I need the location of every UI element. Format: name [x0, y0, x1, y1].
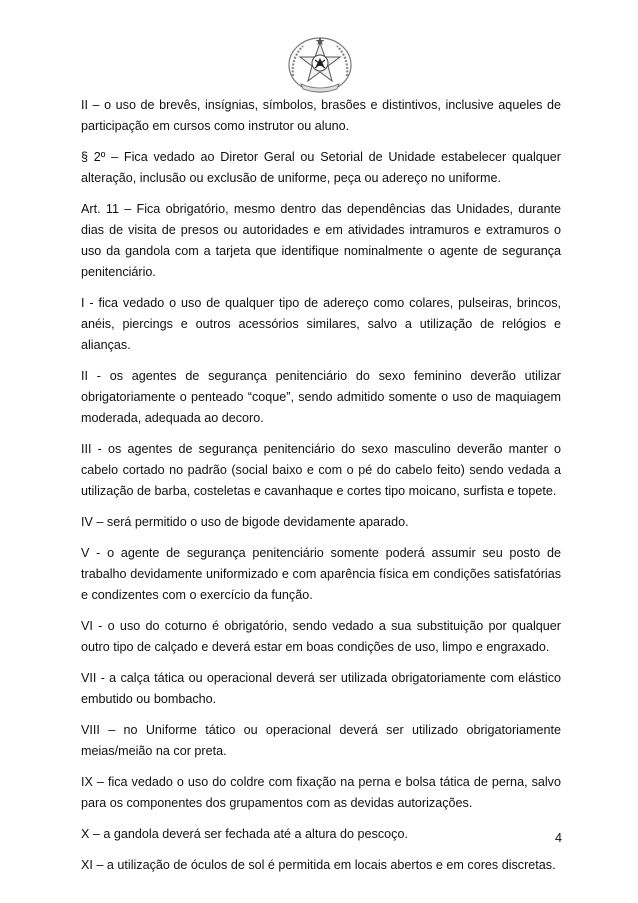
paragraph-item-i: I - fica vedado o uso de qualquer tipo de adereço como colares, pulseiras, brincos, anéis, piercings e outros acessórios similares, salvo a utilização de relógios e alianças. — [81, 296, 561, 352]
paragraph-item-ix: IX – fica vedado o uso do coldre com fixação na perna e bolsa tática de perna, salvo para os componentes dos grupamentos com as devidas autorizações. — [81, 775, 561, 810]
paragraph-art-11: Art. 11 – Fica obrigatório, mesmo dentro das dependências das Unidades, durante dias de visita de presos ou autoridades e em atividades intramuros e extramuros o uso da gandola com a tarjeta que identifique nominalmente o agente de segurança penitenciário. — [81, 202, 561, 279]
paragraph-item-ii-insignias: II – o uso de brevês, insígnias, símbolos, brasões e distintivos, inclusive aqueles de participação em cursos como instrutor ou aluno. — [81, 98, 561, 133]
paragraph-item-x: X – a gandola deverá ser fechada até a altura do pescoço. — [81, 827, 408, 841]
paragraph-item-iv: IV – será permitido o uso de bigode devidamente aparado. — [81, 515, 409, 529]
page-number: 4 — [554, 831, 562, 845]
paragraph-item-xi: XI – a utilização de óculos de sol é permitida em locais abertos e em cores discretas. — [81, 858, 556, 872]
paragraph-item-viii: VIII – no Uniforme tático ou operacional deverá ser utilizado obrigatoriamente meias/meião na cor preta. — [81, 723, 561, 758]
paragraph-item-ii: II - os agentes de segurança penitenciário do sexo feminino deverão utilizar obrigatoriamente o penteado “coque”, sendo admitido somente o uso de maquiagem moderada, adequada ao decoro. — [81, 369, 561, 425]
document-body — [81, 95, 561, 886]
paragraph-item-iii: III - os agentes de segurança penitenciário do sexo masculino deverão manter o cabelo cortado no padrão (social baixo e com o pé do cabelo feito) sendo vedada a utilização de barba, costeletas e cavanhaque e cortes tipo moicano, surfista e topete. — [81, 442, 561, 498]
paragraph-item-vi: VI - o uso do coturno é obrigatório, sendo vedado a sua substituição por qualquer outro tipo de calçado e deverá estar em boas condições de uso, limpo e engraxado. — [81, 619, 561, 654]
coat-of-arms-seal-icon — [287, 36, 353, 94]
paragraph-paragrafo-2: § 2º – Fica vedado ao Diretor Geral ou Setorial de Unidade estabelecer qualquer alteração, inclusão ou exclusão de uniforme, peça ou adereço no uniforme. — [81, 150, 561, 185]
paragraph-item-v: V - o agente de segurança penitenciário somente poderá assumir seu posto de trabalho devidamente uniformizado e com aparência física em condições satisfatórias e condizentes com o exercício da função. — [81, 546, 561, 602]
paragraph-item-vii: VII - a calça tática ou operacional deverá ser utilizada obrigatoriamente com elástico embutido ou bombacho. — [81, 671, 561, 706]
